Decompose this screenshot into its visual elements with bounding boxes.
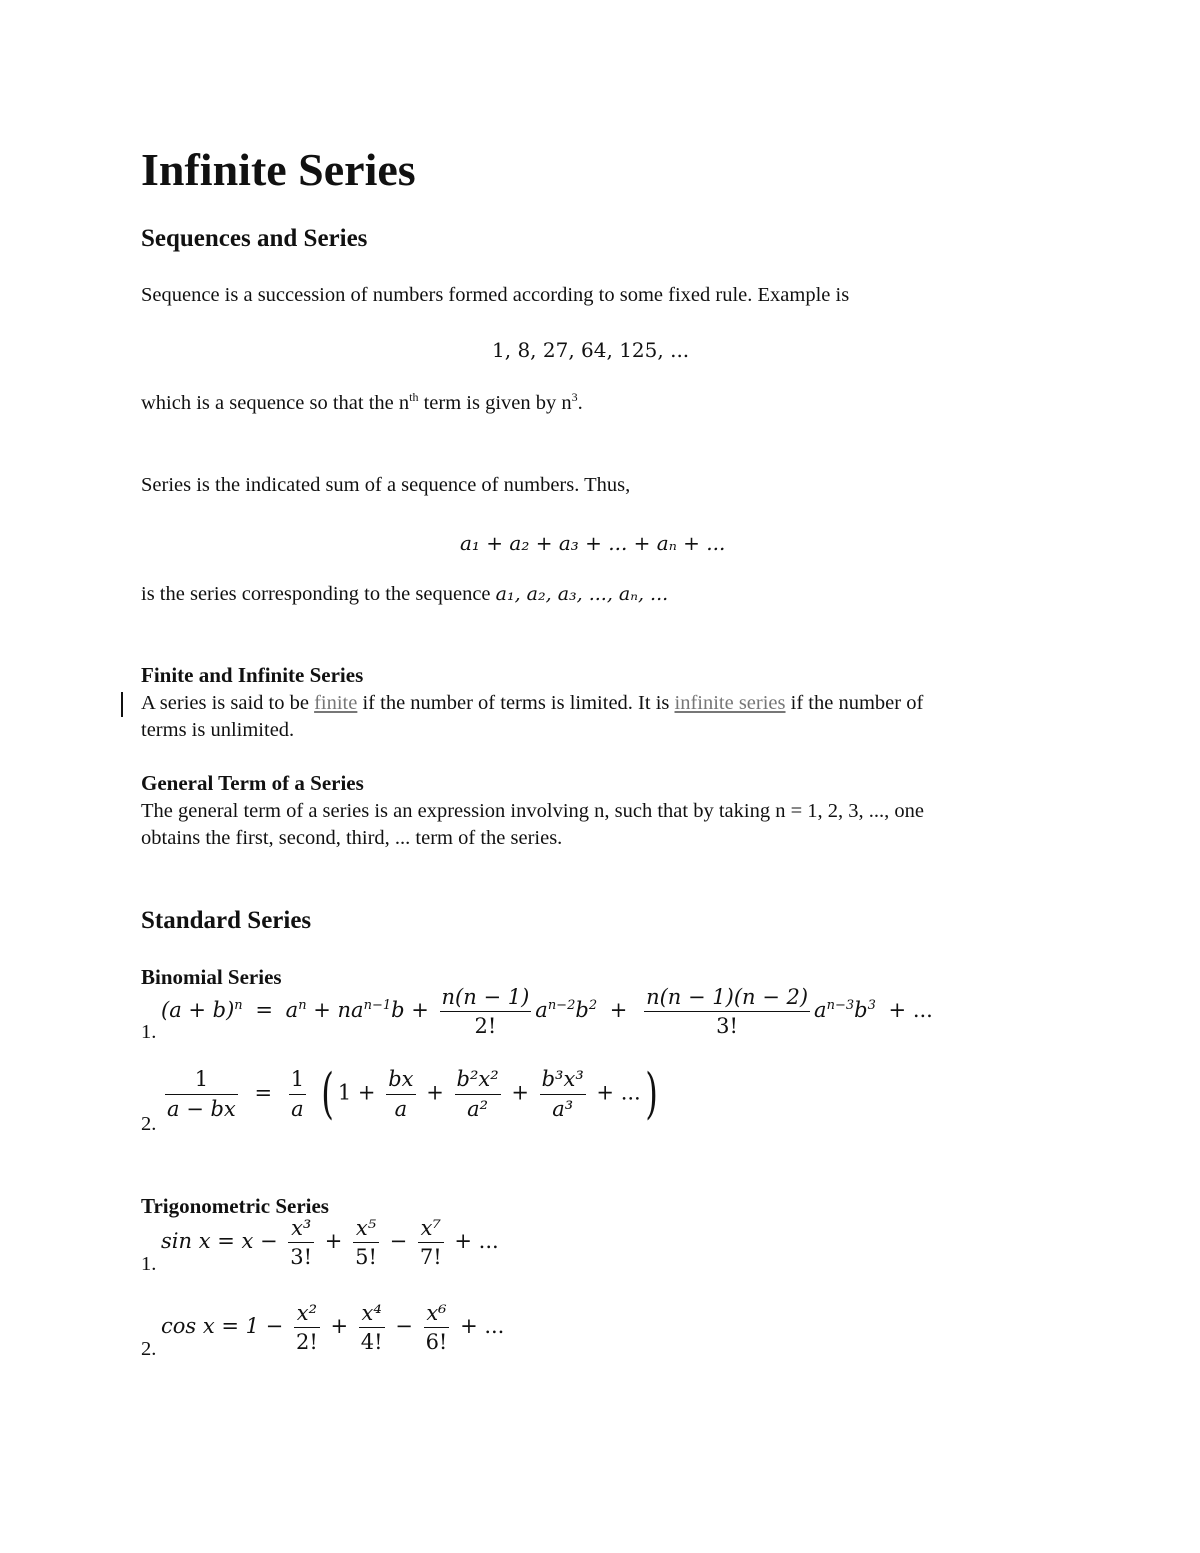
b1-t3b: b [575,998,589,1023]
b1-t1-exp: n [298,998,307,1014]
b1-t2-exp: n−1 [363,998,392,1014]
trig-2-label: 2. [141,1338,157,1360]
finite-definition-line2: terms is unlimited. [141,719,295,741]
b1-f1-num: n(n − 1) [440,985,532,1012]
b2-fraction-2 [455,1067,501,1120]
b2-tail: + ... [596,1080,641,1105]
nth-term-text-2: term is given by n [418,392,572,414]
finite-text-1: A series is said to be [141,692,315,714]
b1-t4b-exp: 3 [867,998,876,1014]
sin-op-2: − [389,1229,408,1254]
binomial-formula-1 [161,985,939,1038]
b1-f2-num: n(n − 1)(n − 2) [644,985,810,1012]
finite-text-2: if the number of terms is limited. It is [357,692,675,714]
nth-term-sentence [141,390,583,417]
b2-eq: = [254,1080,273,1105]
cos-f3-num: x⁶ [424,1301,450,1328]
sin-f1-den: 3! [290,1245,313,1270]
b1-fraction-2 [644,985,810,1038]
cos-tail: + ... [460,1314,505,1339]
cube-superscript: 3 [571,390,578,405]
b1-t4: a [814,998,827,1023]
b1-plus: + [609,998,628,1023]
sin-f3-den: 7! [419,1245,442,1270]
b1-t2b: b + [391,998,429,1023]
binomial-2-label: 2. [141,1113,157,1135]
b2-h1-num: bx [386,1067,415,1094]
b1-eq: = [255,998,273,1023]
sine-series-formula [161,1216,499,1269]
b2-g-den: a [291,1096,304,1121]
general-term-line1: The general term of a series is an expression involving n, such that by taking n = 1, 2, 3, ..., one [141,800,924,822]
section-heading-general-term: General Term of a Series [141,771,364,795]
sin-f1-num: x³ [288,1216,314,1243]
infinite-series-link[interactable]: infinite series [674,692,786,714]
b2-fraction-1 [386,1067,415,1120]
section-heading-sequences: Sequences and Series [141,225,368,252]
section-heading-standard: Standard Series [141,907,312,934]
nth-term-superscript: th [409,390,419,405]
b1-t3-exp: n−2 [547,998,576,1014]
b2-f-den: a − bx [167,1096,236,1121]
series-definition: Series is the indicated sum of a sequence of numbers. Thus, [141,474,631,496]
cos-fraction-1 [294,1301,320,1354]
b2-f-num: 1 [165,1067,238,1094]
subheading-binomial: Binomial Series [141,965,282,989]
b2-g-num: 1 [289,1067,306,1094]
text-cursor [121,692,123,717]
b2-plus-1: + [426,1080,444,1105]
sin-fraction-3 [418,1216,444,1269]
b2-h2-den: a² [467,1096,489,1121]
cosine-series-formula [161,1301,504,1354]
trig-1-label: 1. [141,1253,157,1275]
corresponding-sequence: a₁, a₂, a₃, ..., aₙ, ... [495,583,669,605]
b1-t4-exp: n−3 [826,998,855,1014]
page-title: Infinite Series [141,144,416,195]
cos-f1-num: x² [294,1301,320,1328]
cos-fraction-3 [424,1301,450,1354]
b1-lhs-exp: n [234,998,243,1014]
b1-tail: + ... [888,998,933,1023]
binomial-formula-2 [161,1062,662,1125]
nth-term-text-1: which is a sequence so that the n [141,392,410,414]
b1-lhs: (a + b) [161,998,235,1023]
b2-left-paren: ( [321,1062,334,1125]
cos-f2-den: 4! [360,1330,383,1355]
corresponding-sentence [141,581,668,608]
cos-lhs: cos x = 1 − [161,1314,284,1339]
cos-op-2: − [395,1314,413,1339]
cos-f3-den: 6! [425,1330,448,1355]
b2-h2-num: b²x² [455,1067,501,1094]
sin-tail: + ... [454,1229,499,1254]
sin-fraction-2 [353,1216,379,1269]
b1-t3: a [535,998,548,1023]
sin-f3-num: x⁷ [418,1216,444,1243]
b2-one: 1 + [337,1080,376,1105]
cos-f2-num: x⁴ [359,1301,385,1328]
b2-plus-2: + [511,1080,529,1105]
b2-h1-den: a [394,1096,408,1121]
b1-t4b: b [854,998,868,1023]
sin-f2-num: x⁵ [353,1216,379,1243]
binomial-1-label: 1. [141,1021,157,1043]
b1-t2: + na [313,998,364,1023]
b1-fraction-1 [440,985,532,1038]
nth-term-text-3: . [577,392,583,414]
b2-h3-den: a³ [552,1096,574,1121]
sequence-definition: Sequence is a succession of numbers formed according to some fixed rule. Example is [141,284,850,306]
b2-right-paren: ) [644,1062,658,1125]
b1-f1-den: 2! [474,1014,497,1039]
b1-f2-den: 3! [716,1014,738,1039]
series-expression: a₁ + a₂ + a₃ + ... + aₙ + ... [460,531,726,555]
cos-f1-den: 2! [295,1330,318,1355]
example-sequence: 1, 8, 27, 64, 125, ... [492,338,690,362]
general-term-line2: obtains the first, second, third, ... term of the series. [141,827,563,849]
finite-text-3: if the number of [785,692,924,714]
section-heading-finite: Finite and Infinite Series [141,663,364,687]
sin-lhs: sin x = x − [161,1229,278,1254]
cos-op-1: + [330,1314,349,1339]
subheading-trigonometric: Trigonometric Series [141,1194,329,1218]
corresponding-text: is the series corresponding to the sequence [141,583,491,605]
b2-fraction-lhs [165,1067,238,1120]
finite-link[interactable]: finite [314,692,358,714]
sin-f2-den: 5! [355,1245,377,1270]
sin-op-1: + [324,1229,343,1254]
b1-t1: a [285,998,299,1023]
b1-t3b-exp: 2 [588,998,598,1014]
b2-fraction-coef [289,1067,306,1120]
finite-definition-line1 [141,690,923,717]
b2-h3-num: b³x³ [540,1067,586,1094]
sin-fraction-1 [288,1216,314,1269]
cos-fraction-2 [359,1301,385,1354]
b2-fraction-3 [540,1067,586,1120]
